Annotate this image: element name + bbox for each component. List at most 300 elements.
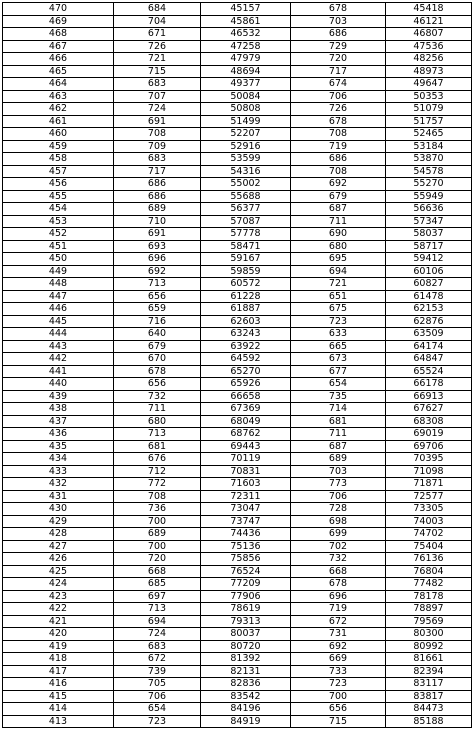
cumulative-b-cell: 58717 xyxy=(386,240,472,253)
score-cell: 462 xyxy=(3,103,114,116)
cumulative-a-cell: 46532 xyxy=(201,28,291,41)
cumulative-a-cell: 45157 xyxy=(201,3,291,16)
score-cell: 459 xyxy=(3,140,114,153)
score-cell: 433 xyxy=(3,465,114,478)
cumulative-a-cell: 63243 xyxy=(201,328,291,341)
cumulative-a-cell: 45861 xyxy=(201,15,291,28)
score-cell: 460 xyxy=(3,128,114,141)
score-cell: 420 xyxy=(3,628,114,641)
cumulative-a-cell: 81392 xyxy=(201,653,291,666)
cumulative-b-cell: 46807 xyxy=(386,28,472,41)
count-a-cell: 721 xyxy=(114,53,201,66)
count-b-cell: 711 xyxy=(291,428,386,441)
table-row xyxy=(3,140,472,153)
table-row xyxy=(3,253,472,266)
cumulative-a-cell: 64592 xyxy=(201,353,291,366)
count-a-cell: 681 xyxy=(114,440,201,453)
cumulative-b-cell: 65524 xyxy=(386,365,472,378)
count-a-cell: 691 xyxy=(114,228,201,241)
score-cell: 416 xyxy=(3,678,114,691)
count-a-cell: 668 xyxy=(114,565,201,578)
cumulative-a-cell: 62603 xyxy=(201,315,291,328)
table-row xyxy=(3,565,472,578)
score-cell: 470 xyxy=(3,3,114,16)
count-b-cell: 698 xyxy=(291,515,386,528)
cumulative-a-cell: 70831 xyxy=(201,465,291,478)
table-row xyxy=(3,465,472,478)
cumulative-a-cell: 48694 xyxy=(201,65,291,78)
cumulative-a-cell: 80037 xyxy=(201,628,291,641)
score-cell: 424 xyxy=(3,578,114,591)
cumulative-b-cell: 84473 xyxy=(386,703,472,716)
score-cell: 413 xyxy=(3,715,114,728)
count-a-cell: 706 xyxy=(114,690,201,703)
score-cell: 439 xyxy=(3,390,114,403)
table-row xyxy=(3,365,472,378)
cumulative-b-cell: 52465 xyxy=(386,128,472,141)
count-b-cell: 719 xyxy=(291,603,386,616)
cumulative-b-cell: 62876 xyxy=(386,315,472,328)
count-a-cell: 683 xyxy=(114,78,201,91)
table-row xyxy=(3,703,472,716)
score-table-body xyxy=(3,3,472,728)
table-row xyxy=(3,278,472,291)
table-row xyxy=(3,3,472,16)
cumulative-a-cell: 51499 xyxy=(201,115,291,128)
table-row xyxy=(3,690,472,703)
cumulative-b-cell: 60827 xyxy=(386,278,472,291)
count-b-cell: 773 xyxy=(291,478,386,491)
score-cell: 437 xyxy=(3,415,114,428)
cumulative-a-cell: 68049 xyxy=(201,415,291,428)
score-cell: 454 xyxy=(3,203,114,216)
table-row xyxy=(3,665,472,678)
count-b-cell: 721 xyxy=(291,278,386,291)
count-a-cell: 696 xyxy=(114,253,201,266)
count-b-cell: 674 xyxy=(291,78,386,91)
count-b-cell: 690 xyxy=(291,228,386,241)
cumulative-a-cell: 65270 xyxy=(201,365,291,378)
count-a-cell: 640 xyxy=(114,328,201,341)
count-a-cell: 724 xyxy=(114,628,201,641)
count-b-cell: 717 xyxy=(291,65,386,78)
score-cell: 455 xyxy=(3,190,114,203)
table-row xyxy=(3,615,472,628)
count-b-cell: 723 xyxy=(291,678,386,691)
cumulative-a-cell: 52916 xyxy=(201,140,291,153)
count-a-cell: 708 xyxy=(114,128,201,141)
count-a-cell: 672 xyxy=(114,653,201,666)
count-b-cell: 726 xyxy=(291,103,386,116)
cumulative-b-cell: 59412 xyxy=(386,253,472,266)
count-a-cell: 656 xyxy=(114,378,201,391)
score-cell: 446 xyxy=(3,303,114,316)
cumulative-b-cell: 78178 xyxy=(386,590,472,603)
count-b-cell: 731 xyxy=(291,628,386,641)
count-b-cell: 703 xyxy=(291,15,386,28)
cumulative-a-cell: 58471 xyxy=(201,240,291,253)
score-cell: 422 xyxy=(3,603,114,616)
table-row xyxy=(3,590,472,603)
count-a-cell: 704 xyxy=(114,15,201,28)
score-cell: 429 xyxy=(3,515,114,528)
score-cell: 444 xyxy=(3,328,114,341)
table-row xyxy=(3,653,472,666)
count-a-cell: 723 xyxy=(114,715,201,728)
score-cell: 464 xyxy=(3,78,114,91)
cumulative-b-cell: 80992 xyxy=(386,640,472,653)
cumulative-b-cell: 45418 xyxy=(386,3,472,16)
score-cell: 466 xyxy=(3,53,114,66)
count-a-cell: 671 xyxy=(114,28,201,41)
count-a-cell: 693 xyxy=(114,240,201,253)
cumulative-a-cell: 77906 xyxy=(201,590,291,603)
table-row xyxy=(3,415,472,428)
count-b-cell: 719 xyxy=(291,140,386,153)
cumulative-a-cell: 52207 xyxy=(201,128,291,141)
score-cell: 445 xyxy=(3,315,114,328)
cumulative-a-cell: 69443 xyxy=(201,440,291,453)
score-cell: 468 xyxy=(3,28,114,41)
cumulative-b-cell: 75404 xyxy=(386,540,472,553)
score-cell: 434 xyxy=(3,453,114,466)
cumulative-b-cell: 82394 xyxy=(386,665,472,678)
table-row xyxy=(3,528,472,541)
count-b-cell: 728 xyxy=(291,503,386,516)
cumulative-a-cell: 84196 xyxy=(201,703,291,716)
cumulative-b-cell: 76804 xyxy=(386,565,472,578)
count-a-cell: 684 xyxy=(114,3,201,16)
count-b-cell: 714 xyxy=(291,403,386,416)
table-row xyxy=(3,553,472,566)
cumulative-a-cell: 54316 xyxy=(201,165,291,178)
score-cell: 443 xyxy=(3,340,114,353)
table-row xyxy=(3,40,472,53)
count-a-cell: 710 xyxy=(114,215,201,228)
cumulative-a-cell: 57778 xyxy=(201,228,291,241)
count-b-cell: 686 xyxy=(291,28,386,41)
cumulative-b-cell: 48256 xyxy=(386,53,472,66)
cumulative-a-cell: 50084 xyxy=(201,90,291,103)
cumulative-a-cell: 47979 xyxy=(201,53,291,66)
score-cell: 436 xyxy=(3,428,114,441)
cumulative-a-cell: 73047 xyxy=(201,503,291,516)
count-a-cell: 694 xyxy=(114,615,201,628)
table-row xyxy=(3,128,472,141)
cumulative-a-cell: 83542 xyxy=(201,690,291,703)
count-b-cell: 678 xyxy=(291,578,386,591)
count-b-cell: 708 xyxy=(291,165,386,178)
count-a-cell: 715 xyxy=(114,65,201,78)
score-cell: 463 xyxy=(3,90,114,103)
count-a-cell: 659 xyxy=(114,303,201,316)
count-b-cell: 681 xyxy=(291,415,386,428)
cumulative-a-cell: 50808 xyxy=(201,103,291,116)
cumulative-a-cell: 47258 xyxy=(201,40,291,53)
cumulative-b-cell: 60106 xyxy=(386,265,472,278)
table-row xyxy=(3,328,472,341)
table-row xyxy=(3,115,472,128)
score-cell: 441 xyxy=(3,365,114,378)
table-row xyxy=(3,65,472,78)
table-row xyxy=(3,240,472,253)
table-row xyxy=(3,290,472,303)
count-b-cell: 672 xyxy=(291,615,386,628)
table-row xyxy=(3,90,472,103)
count-b-cell: 665 xyxy=(291,340,386,353)
count-a-cell: 686 xyxy=(114,178,201,191)
count-a-cell: 689 xyxy=(114,528,201,541)
score-cell: 449 xyxy=(3,265,114,278)
table-row xyxy=(3,678,472,691)
cumulative-b-cell: 67627 xyxy=(386,403,472,416)
table-row xyxy=(3,490,472,503)
count-a-cell: 707 xyxy=(114,90,201,103)
cumulative-b-cell: 55270 xyxy=(386,178,472,191)
cumulative-b-cell: 85188 xyxy=(386,715,472,728)
cumulative-a-cell: 70119 xyxy=(201,453,291,466)
cumulative-a-cell: 60572 xyxy=(201,278,291,291)
count-b-cell: 677 xyxy=(291,365,386,378)
count-a-cell: 716 xyxy=(114,315,201,328)
count-a-cell: 713 xyxy=(114,603,201,616)
cumulative-b-cell: 78897 xyxy=(386,603,472,616)
count-b-cell: 711 xyxy=(291,215,386,228)
count-b-cell: 687 xyxy=(291,203,386,216)
table-row xyxy=(3,178,472,191)
count-a-cell: 656 xyxy=(114,290,201,303)
count-b-cell: 675 xyxy=(291,303,386,316)
table-row xyxy=(3,440,472,453)
count-b-cell: 654 xyxy=(291,378,386,391)
cumulative-a-cell: 59859 xyxy=(201,265,291,278)
cumulative-b-cell: 47536 xyxy=(386,40,472,53)
cumulative-b-cell: 51757 xyxy=(386,115,472,128)
score-cell: 442 xyxy=(3,353,114,366)
score-cell: 435 xyxy=(3,440,114,453)
count-b-cell: 668 xyxy=(291,565,386,578)
cumulative-a-cell: 84919 xyxy=(201,715,291,728)
count-a-cell: 712 xyxy=(114,465,201,478)
cumulative-a-cell: 59167 xyxy=(201,253,291,266)
cumulative-b-cell: 81661 xyxy=(386,653,472,666)
score-cell: 425 xyxy=(3,565,114,578)
count-b-cell: 633 xyxy=(291,328,386,341)
cumulative-b-cell: 57347 xyxy=(386,215,472,228)
table-row xyxy=(3,428,472,441)
cumulative-a-cell: 77209 xyxy=(201,578,291,591)
count-a-cell: 670 xyxy=(114,353,201,366)
count-a-cell: 678 xyxy=(114,365,201,378)
score-cell: 427 xyxy=(3,540,114,553)
cumulative-b-cell: 46121 xyxy=(386,15,472,28)
cumulative-b-cell: 53870 xyxy=(386,153,472,166)
cumulative-b-cell: 48973 xyxy=(386,65,472,78)
count-a-cell: 689 xyxy=(114,203,201,216)
count-a-cell: 726 xyxy=(114,40,201,53)
cumulative-a-cell: 55002 xyxy=(201,178,291,191)
score-cell: 458 xyxy=(3,153,114,166)
count-b-cell: 656 xyxy=(291,703,386,716)
cumulative-b-cell: 66178 xyxy=(386,378,472,391)
cumulative-b-cell: 62153 xyxy=(386,303,472,316)
score-cell: 428 xyxy=(3,528,114,541)
count-b-cell: 732 xyxy=(291,553,386,566)
count-b-cell: 678 xyxy=(291,3,386,16)
table-row xyxy=(3,478,472,491)
table-row xyxy=(3,215,472,228)
cumulative-b-cell: 71098 xyxy=(386,465,472,478)
cumulative-a-cell: 65926 xyxy=(201,378,291,391)
table-row xyxy=(3,340,472,353)
count-b-cell: 699 xyxy=(291,528,386,541)
count-b-cell: 735 xyxy=(291,390,386,403)
count-a-cell: 732 xyxy=(114,390,201,403)
cumulative-a-cell: 74436 xyxy=(201,528,291,541)
count-a-cell: 772 xyxy=(114,478,201,491)
table-row xyxy=(3,390,472,403)
count-b-cell: 673 xyxy=(291,353,386,366)
cumulative-b-cell: 54578 xyxy=(386,165,472,178)
count-a-cell: 680 xyxy=(114,415,201,428)
cumulative-b-cell: 83817 xyxy=(386,690,472,703)
cumulative-b-cell: 53184 xyxy=(386,140,472,153)
score-cell: 431 xyxy=(3,490,114,503)
count-b-cell: 703 xyxy=(291,465,386,478)
table-row xyxy=(3,28,472,41)
count-a-cell: 705 xyxy=(114,678,201,691)
score-cell: 452 xyxy=(3,228,114,241)
count-a-cell: 711 xyxy=(114,403,201,416)
count-a-cell: 685 xyxy=(114,578,201,591)
count-b-cell: 669 xyxy=(291,653,386,666)
count-a-cell: 713 xyxy=(114,428,201,441)
count-b-cell: 687 xyxy=(291,440,386,453)
score-cell: 440 xyxy=(3,378,114,391)
cumulative-b-cell: 69019 xyxy=(386,428,472,441)
count-b-cell: 695 xyxy=(291,253,386,266)
cumulative-a-cell: 57087 xyxy=(201,215,291,228)
score-cell: 447 xyxy=(3,290,114,303)
cumulative-b-cell: 64174 xyxy=(386,340,472,353)
cumulative-b-cell: 76136 xyxy=(386,553,472,566)
count-b-cell: 696 xyxy=(291,590,386,603)
cumulative-a-cell: 61228 xyxy=(201,290,291,303)
cumulative-b-cell: 61478 xyxy=(386,290,472,303)
count-b-cell: 651 xyxy=(291,290,386,303)
score-cell: 419 xyxy=(3,640,114,653)
count-b-cell: 715 xyxy=(291,715,386,728)
table-row xyxy=(3,603,472,616)
table-row xyxy=(3,453,472,466)
table-row xyxy=(3,203,472,216)
score-cell: 451 xyxy=(3,240,114,253)
table-row xyxy=(3,103,472,116)
count-a-cell: 686 xyxy=(114,190,201,203)
cumulative-a-cell: 49377 xyxy=(201,78,291,91)
cumulative-b-cell: 58037 xyxy=(386,228,472,241)
cumulative-b-cell: 69706 xyxy=(386,440,472,453)
cumulative-a-cell: 76524 xyxy=(201,565,291,578)
count-b-cell: 692 xyxy=(291,640,386,653)
count-b-cell: 720 xyxy=(291,53,386,66)
cumulative-b-cell: 64847 xyxy=(386,353,472,366)
table-row xyxy=(3,190,472,203)
table-row xyxy=(3,503,472,516)
score-cell: 465 xyxy=(3,65,114,78)
count-a-cell: 700 xyxy=(114,515,201,528)
table-row xyxy=(3,353,472,366)
count-b-cell: 702 xyxy=(291,540,386,553)
cumulative-b-cell: 56636 xyxy=(386,203,472,216)
score-cell: 421 xyxy=(3,615,114,628)
cumulative-b-cell: 51079 xyxy=(386,103,472,116)
cumulative-b-cell: 71871 xyxy=(386,478,472,491)
cumulative-b-cell: 74003 xyxy=(386,515,472,528)
table-row xyxy=(3,378,472,391)
score-cell: 417 xyxy=(3,665,114,678)
count-a-cell: 709 xyxy=(114,140,201,153)
score-cell: 432 xyxy=(3,478,114,491)
count-a-cell: 683 xyxy=(114,640,201,653)
count-a-cell: 683 xyxy=(114,153,201,166)
count-a-cell: 691 xyxy=(114,115,201,128)
count-a-cell: 676 xyxy=(114,453,201,466)
cumulative-a-cell: 75136 xyxy=(201,540,291,553)
cumulative-a-cell: 73747 xyxy=(201,515,291,528)
count-b-cell: 694 xyxy=(291,265,386,278)
count-a-cell: 708 xyxy=(114,490,201,503)
table-row xyxy=(3,265,472,278)
count-b-cell: 706 xyxy=(291,90,386,103)
table-row xyxy=(3,15,472,28)
cumulative-b-cell: 83117 xyxy=(386,678,472,691)
cumulative-b-cell: 77482 xyxy=(386,578,472,591)
score-cell: 430 xyxy=(3,503,114,516)
table-row xyxy=(3,578,472,591)
cumulative-a-cell: 72311 xyxy=(201,490,291,503)
count-b-cell: 723 xyxy=(291,315,386,328)
cumulative-b-cell: 50353 xyxy=(386,90,472,103)
cumulative-a-cell: 55688 xyxy=(201,190,291,203)
cumulative-a-cell: 53599 xyxy=(201,153,291,166)
count-b-cell: 678 xyxy=(291,115,386,128)
table-row xyxy=(3,715,472,728)
count-b-cell: 706 xyxy=(291,490,386,503)
score-cell: 457 xyxy=(3,165,114,178)
table-row xyxy=(3,78,472,91)
count-a-cell: 654 xyxy=(114,703,201,716)
cumulative-b-cell: 63509 xyxy=(386,328,472,341)
score-table xyxy=(2,2,472,728)
table-row xyxy=(3,540,472,553)
score-cell: 418 xyxy=(3,653,114,666)
score-cell: 469 xyxy=(3,15,114,28)
cumulative-a-cell: 78619 xyxy=(201,603,291,616)
count-a-cell: 692 xyxy=(114,265,201,278)
table-row xyxy=(3,303,472,316)
count-b-cell: 692 xyxy=(291,178,386,191)
score-cell: 456 xyxy=(3,178,114,191)
count-b-cell: 729 xyxy=(291,40,386,53)
cumulative-a-cell: 67369 xyxy=(201,403,291,416)
table-row xyxy=(3,403,472,416)
score-cell: 426 xyxy=(3,553,114,566)
score-cell: 448 xyxy=(3,278,114,291)
cumulative-b-cell: 79569 xyxy=(386,615,472,628)
count-a-cell: 739 xyxy=(114,665,201,678)
table-row xyxy=(3,628,472,641)
